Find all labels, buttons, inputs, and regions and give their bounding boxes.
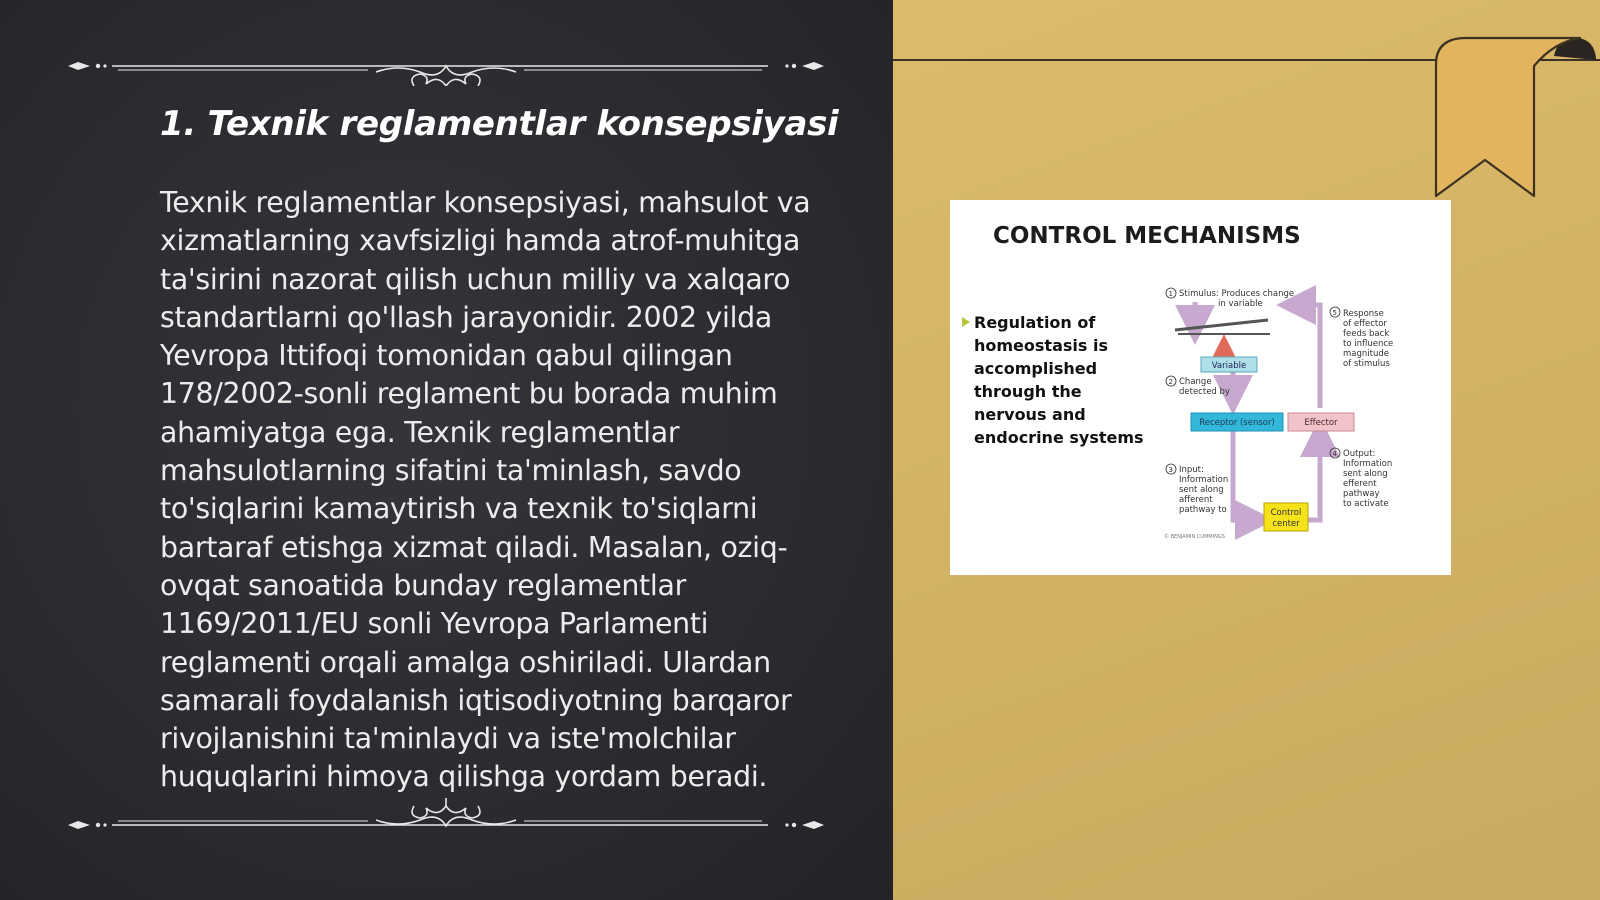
- step4-line-5: pathway: [1343, 489, 1380, 499]
- step5-line-5: magnitude: [1343, 349, 1389, 359]
- bullet-icon: [962, 317, 970, 327]
- step1-line-1: Stimulus: Produces change: [1179, 289, 1295, 299]
- step3-line-4: afferent: [1179, 495, 1213, 505]
- step4-line-3: sent along: [1343, 469, 1388, 479]
- step5-line-1: Response: [1343, 309, 1384, 319]
- diagram-credit: © BENJAMIN CUMMINGS: [1164, 534, 1225, 540]
- step5-line-6: of stimulus: [1343, 359, 1390, 369]
- bullet-line-2: homeostasis is: [974, 336, 1108, 355]
- step4-line-1: Output:: [1343, 449, 1376, 459]
- bookmark-ribbon-icon: [1432, 36, 1596, 206]
- step2-line-2: detected by: [1179, 387, 1230, 397]
- step4-line-6: to activate: [1343, 499, 1389, 509]
- svg-text:1: 1: [1168, 290, 1173, 298]
- step1-line-2: in variable: [1218, 299, 1263, 309]
- control-label-1: Control: [1270, 508, 1302, 518]
- svg-text:4: 4: [1332, 450, 1337, 458]
- step3-line-1: Input:: [1179, 465, 1204, 475]
- diagram-heading: CONTROL MECHANISMS: [993, 223, 1301, 249]
- bullet-line-5: nervous and: [974, 405, 1086, 424]
- svg-text:3: 3: [1168, 466, 1173, 474]
- bullet-line-6: endocrine systems: [974, 428, 1144, 447]
- step3-line-3: sent along: [1179, 485, 1224, 495]
- step3-line-5: pathway to: [1179, 505, 1227, 515]
- svg-text:2: 2: [1168, 378, 1173, 386]
- top-ornament-divider: [68, 46, 824, 86]
- bottom-ornament-divider: [68, 790, 824, 830]
- step4-line-4: efferent: [1343, 479, 1377, 489]
- bullet-line-1: Regulation of: [974, 313, 1096, 332]
- step2-line-1: Change: [1179, 377, 1212, 387]
- feedback-arrow: [1296, 305, 1320, 408]
- control-label-2: center: [1272, 519, 1300, 529]
- variable-label: Variable: [1211, 361, 1247, 371]
- slide-title: 1. Texnik reglamentlar konsepsiyasi: [160, 104, 839, 144]
- bullet-line-4: through the: [974, 382, 1082, 401]
- step4-line-2: Information: [1343, 459, 1393, 469]
- step3-line-2: Information: [1179, 475, 1229, 485]
- svg-text:5: 5: [1332, 309, 1337, 317]
- bullet-line-3: accomplished: [974, 359, 1098, 378]
- effector-label: Effector: [1304, 418, 1338, 428]
- diagram-svg: [950, 200, 1451, 575]
- efferent-arrow: [1307, 437, 1320, 520]
- step5-line-3: feeds back: [1343, 329, 1390, 339]
- step5-line-2: of effector: [1343, 319, 1387, 329]
- step5-line-4: to influence: [1343, 339, 1394, 349]
- control-mechanisms-diagram: [950, 200, 1451, 575]
- receptor-label: Receptor (sensor): [1199, 418, 1275, 428]
- slide-body-text: Texnik reglamentlar konsepsiyasi, mahsulot va xizmatlarning xavfsizligi hamda atrof-muhitga ta'sirini nazorat qilish uchun milliy va xalqaro standartlarni qo'llash jarayonidir. 2002 yilda Yevropa Ittifoqi tomonidan qabul qilingan 178/2002-sonli reglament bu borada muhim ahamiyatga ega. Texnik reglamentlar mahsulotlarning sifatini ta'minlash, savdo to'siqlarini kamaytirish va texnik to'siqlarni bartaraf etishga xizmat qiladi. Masalan, oziq-ovqat sanoatida bunday reglamentlar 1169/2011/EU sonli Yevropa Parlamenti reglamenti orqali amalga oshiriladi. Ulardan samarali foydalanish iqtisodiyotning barqaror rivojlanishini ta'minlaydi va iste'molchilar huquqlarini himoya qilishga yordam beradi.: [160, 186, 811, 794]
